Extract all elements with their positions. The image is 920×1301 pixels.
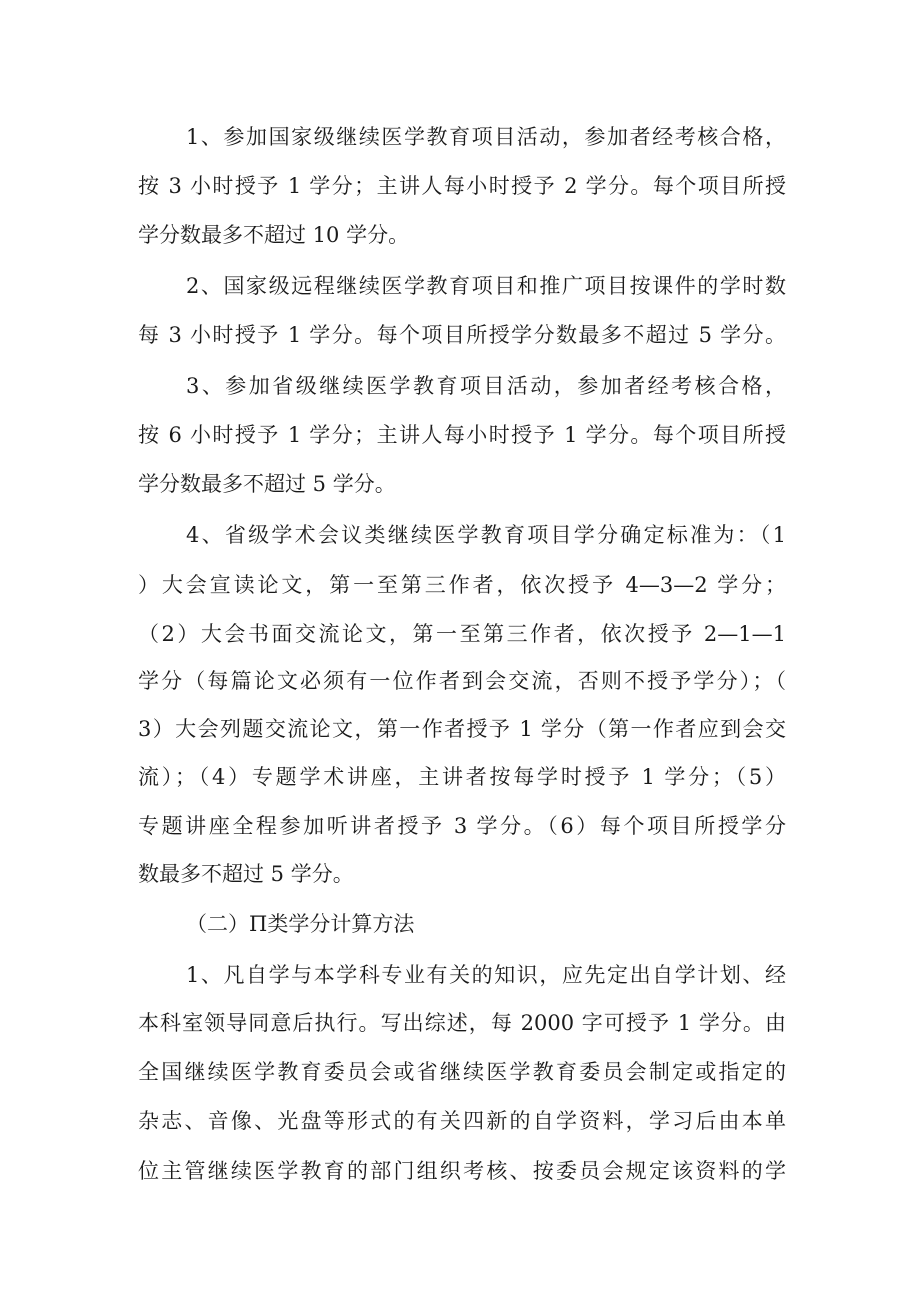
paragraph-1-line-3: 学分数最多不超过 10 学分。 bbox=[138, 223, 410, 247]
paragraph-3-line-3: 学分数最多不超过 5 学分。 bbox=[138, 472, 396, 496]
paragraph-4-line-8: 数最多不超过 5 学分。 bbox=[138, 862, 354, 886]
paragraph-4-line-3: （2）大会书面交流论文，第一至第三作者，依次授予 2—1—1 bbox=[138, 622, 786, 646]
paragraph-5-line-4: 杂志、音像、光盘等形式的有关四新的自学资料，学习后由本单 bbox=[138, 1109, 786, 1133]
paragraph-4-line-5: 3）大会列题交流论文，第一作者授予 1 学分（第一作者应到会交 bbox=[138, 717, 786, 741]
section-heading: （二）Π类学分计算方法 bbox=[186, 912, 415, 936]
paragraph-2-line-1: 2、国家级远程继续医学教育项目和推广项目按课件的学时数 bbox=[186, 274, 786, 298]
paragraph-5-line-2: 本科室领导同意后执行。写出综述，每 2000 字可授予 1 学分。由 bbox=[138, 1011, 786, 1035]
paragraph-4-line-6: 流）；（4）专题学术讲座，主讲者按每学时授予 1 学分；（5） bbox=[138, 765, 786, 789]
paragraph-5-line-3: 全国继续医学教育委员会或省继续医学教育委员会制定或指定的 bbox=[138, 1060, 786, 1084]
paragraph-4-line-2: ）大会宣读论文，第一至第三作者，依次授予 4—3—2 学分； bbox=[138, 573, 786, 597]
paragraph-1-line-2: 按 3 小时授予 1 学分；主讲人每小时授予 2 学分。每个项目所授 bbox=[138, 174, 786, 198]
paragraph-1-line-1: 1、参加国家级继续医学教育项目活动，参加者经考核合格， bbox=[186, 125, 786, 149]
paragraph-5-line-5: 位主管继续医学教育的部门组织考核、按委员会规定该资料的学 bbox=[138, 1159, 786, 1183]
paragraph-2-line-2: 每 3 小时授予 1 学分。每个项目所授学分数最多不超过 5 学分。 bbox=[138, 323, 786, 347]
paragraph-5-line-1: 1、凡自学与本学科专业有关的知识，应先定出自学计划、经 bbox=[186, 963, 786, 987]
paragraph-4-line-1: 4、省级学术会议类继续医学教育项目学分确定标准为：（1 bbox=[186, 523, 786, 547]
paragraph-4-line-4: 学分（每篇论文必须有一位作者到会交流，否则不授予学分）；（ bbox=[138, 669, 786, 693]
paragraph-3-line-1: 3、参加省级继续医学教育项目活动，参加者经考核合格， bbox=[186, 374, 786, 398]
paragraph-3-line-2: 按 6 小时授予 1 学分；主讲人每小时授予 1 学分。每个项目所授 bbox=[138, 423, 786, 447]
paragraph-4-line-7: 专题讲座全程参加听讲者授予 3 学分。（6）每个项目所授学分 bbox=[138, 814, 786, 838]
